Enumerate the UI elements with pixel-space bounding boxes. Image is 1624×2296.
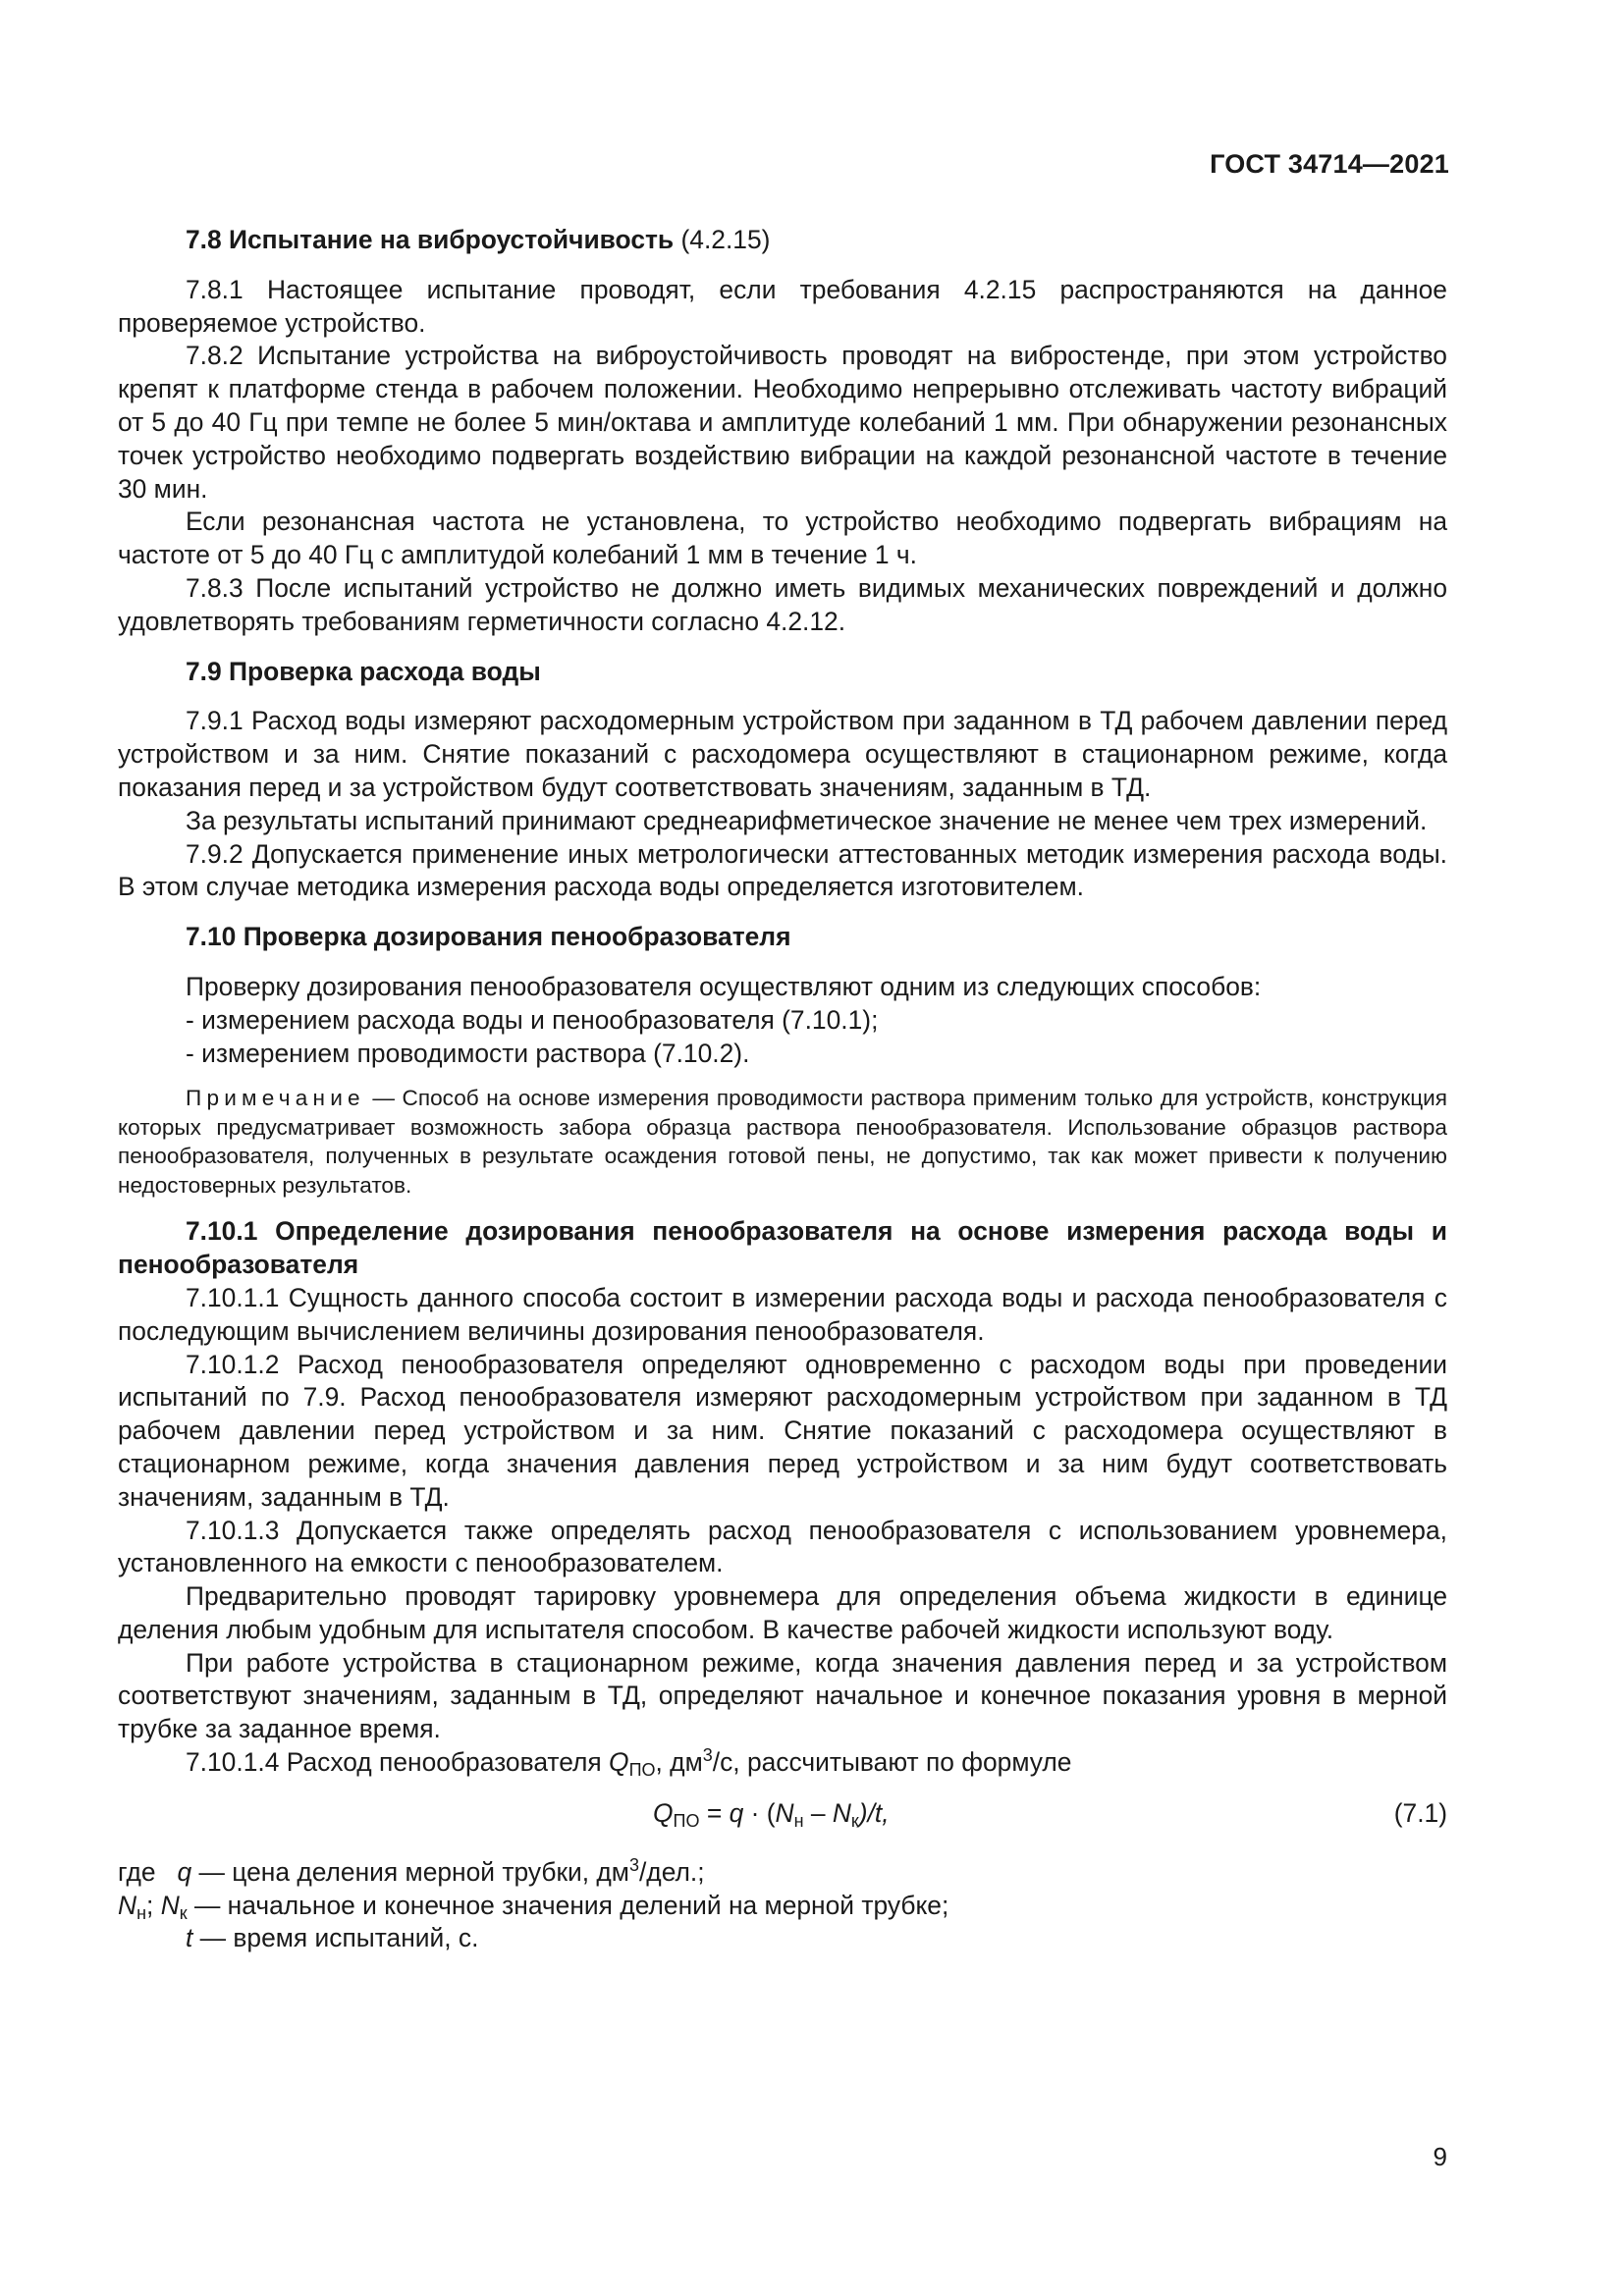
paragraph-7-9-1: 7.9.1 Расход воды измеряют расходомерным устройством при заданном в ТД рабочем давлении перед устройством и за ним. Снятие показаний с расходомера осуществляют в стационарном режиме, когда показания перед и за устройством будут соответствовать значениям, заданным в ТД. [118,706,1447,802]
list-item: - измерением расхода воды и пенообразователя (7.10.1); [186,1004,879,1035]
paragraph-7-10-1-3-cont2: При работе устройства в стационарном режиме, когда значения давления перед и за устройством соответствуют значениям, заданным в ТД, определяют начальное и конечное показания уровня в мерной трубке за заданное время. [118,1647,1447,1744]
paragraph-7-10-1-3: 7.10.1.3 Допускается также определять расход пенообразователя с использованием уровнемера, установленного на емкости с пенообразователем. [118,1515,1447,1578]
paragraph-7-8-3: 7.8.3 После испытаний устройство не должно иметь видимых механических повреждений и должно удовлетворять требованиям герметичности согласно 4.2.12. [118,572,1447,636]
section-7-8-heading: 7.8 Испытание на виброустойчивость (4.2.15) [186,225,771,254]
legend-q: где q — цена деления мерной трубки, $дм^3$/дел.; [118,1854,705,1887]
section-7-10-1-heading: 7.10.1 Определение дозирования пенообразователя на основе измерения расхода воды и пенообразователя [118,1216,1447,1280]
list-item: - измерением проводимости раствора (7.10.2). [186,1038,750,1068]
section-7-9-heading: 7.9 Проверка расхода воды [186,656,541,686]
page-number: 9 [1433,2142,1447,2171]
paragraph-7-10-1-3-cont1: Предварительно проводят тарировку уровнемера для определения объема жидкости в единице деления любым удобным для испытателя способом. В качестве рабочей жидкости используют воду. [118,1581,1447,1644]
paragraph-7-8-1: 7.8.1 Настоящее испытание проводят, если требования 4.2.15 распространяются на данное проверяемое устройство. [118,274,1447,338]
paragraph-7-8-2-cont: Если резонансная частота не установлена, то устройство необходимо подвергать вибрациям на частоте от 5 до 40 Гц с амплитудой колебаний 1 мм в течение 1 ч. [118,507,1447,570]
section-7-10-heading: 7.10 Проверка дозирования пенообразователя [186,922,791,952]
document-body [118,224,1447,1955]
formula-7-1 [118,1791,1447,1842]
paragraph-7-10-1-4: 7.10.1.4 Расход пенообразователя $Q_{ПО}$, $дм^3/с$, рассчитывают по формуле [186,1745,1072,1781]
note-text: — Способ на основе измерения проводимости раствора применим только для устройств, конструкция которых предусматривает возможность забора образца раствора пенообразователя. Использование образцов раствора пенообразователя, полученных в результате осаждения готовой пены, не допустимо, так как может привести к получению недостоверных результатов. [118,1086,1447,1198]
paragraph-7-10-1-1: 7.10.1.1 Сущность данного способа состоит в измерении расхода воды и расхода пенообразователя с последующим вычислением величины дозирования пенообразователя. [118,1282,1447,1346]
paragraph-7-9-1-cont: За результаты испытаний принимают среднеарифметическое значение не менее чем трех измерений. [186,805,1428,835]
legend-n: $N_н$; $N_к$ — начальное и конечное значения делений на мерной трубке; [118,1890,949,1923]
paragraph-7-9-2: 7.9.2 Допускается применение иных метрологически аттестованных методик измерения расхода воды. В этом случае методика измерения расхода воды определяется изготовителем. [118,838,1447,902]
note-label: Примечание [186,1086,365,1111]
legend-t: t — время испытаний, с. [186,1923,479,1953]
formula-number: (7.1) [1393,1797,1447,1828]
formula-expression: $Q_{ПО} = q \cdot (N_н - N_к)/t$, [653,1797,890,1831]
standard-header: ГОСТ 34714—2021 [1210,149,1449,179]
paragraph-7-10-intro: Проверку дозирования пенообразователя осуществляют одним из следующих способов: [186,971,1262,1001]
paragraph-7-10-1-2: 7.10.1.2 Расход пенообразователя определяют одновременно с расходом воды при проведении испытаний по 7.9. Расход пенообразователя измеряют расходомерным устройством при заданном в ТД рабочем давлении перед устройством и за ним. Снятие показаний с расходомера осуществляют в стационарном режиме, когда значения давления перед устройством и за ним будут соответствовать значениям, заданным в ТД. [118,1349,1447,1512]
note-block [118,1084,1447,1200]
paragraph-7-8-2: 7.8.2 Испытание устройства на виброустойчивость проводят на вибростенде, при этом устройство крепят к платформе стенда в рабочем положении. Необходимо непрерывно отслеживать частоту вибраций от 5 до 40 Гц при темпе не более 5 мин/октава и амплитуде колебаний 1 мм. При обнаружении резонансных точек устройство необходимо подвергать воздействию вибрации на каждой резонансной частоте в течение 30 мин. [118,341,1447,504]
